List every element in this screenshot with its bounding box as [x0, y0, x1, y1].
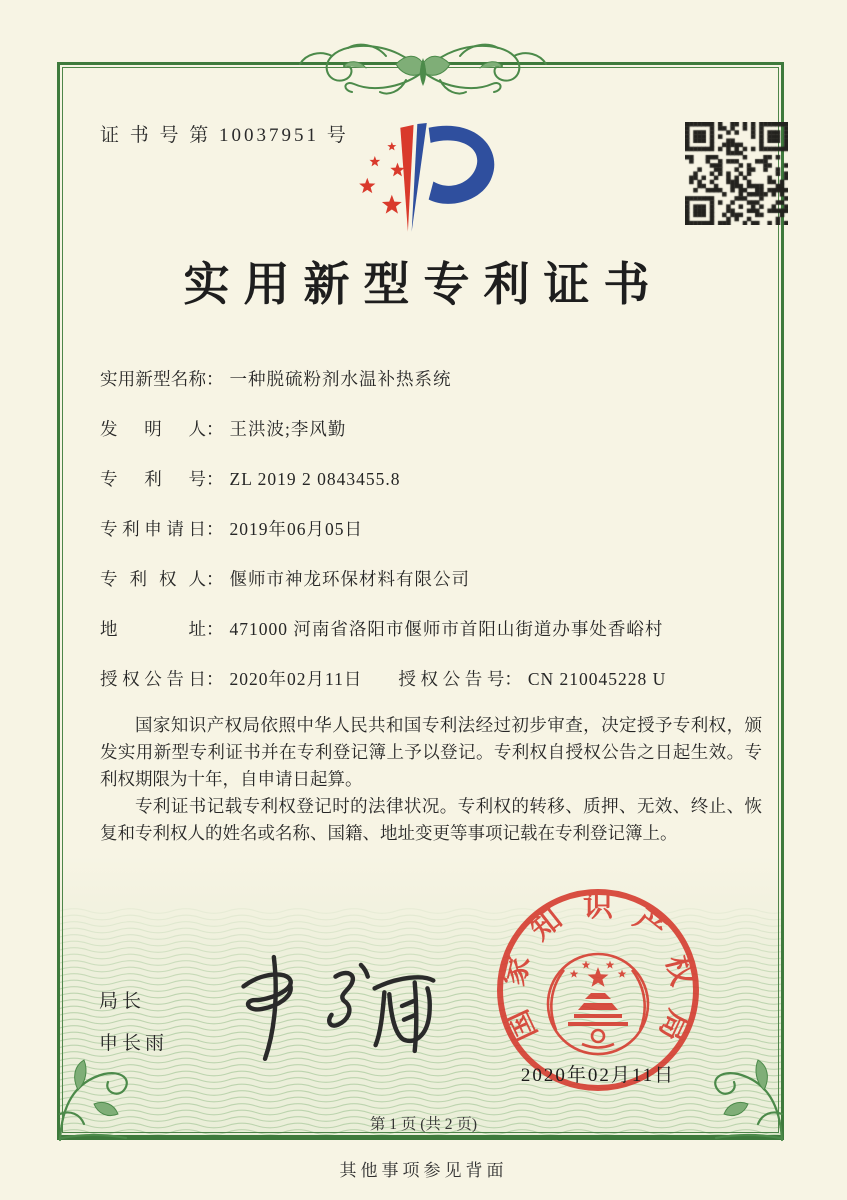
svg-text:家: 家 — [497, 952, 537, 990]
field-label: 授权公告号 — [398, 669, 505, 689]
field-inventors: 发明人： 王洪波;李风勤 — [100, 416, 770, 438]
field-label: 实用新型名称 — [100, 369, 206, 389]
signer-name: 申长雨 — [99, 1033, 169, 1054]
svg-text:产: 产 — [627, 902, 672, 947]
svg-text:国: 国 — [500, 1004, 544, 1046]
field-value: 王洪波;李风勤 — [229, 419, 347, 439]
field-value: CN 210045228 U — [527, 669, 667, 689]
qr-code — [685, 122, 788, 225]
signer-title: 局长 — [99, 991, 146, 1012]
field-grant-number: 授权公告号： CN 210045228 U — [398, 669, 666, 689]
svg-text:权: 权 — [659, 952, 699, 990]
svg-text:知: 知 — [524, 902, 569, 947]
field-label: 专利号 — [100, 469, 206, 489]
field-label: 地址 — [100, 619, 206, 639]
field-utility-model-name: 实用新型名称： 一种脱硫粉剂水温补热系统 — [100, 366, 770, 388]
legal-paragraph-1: 国家知识产权局依照中华人民共和国专利法经过初步审查，决定授予专利权，颁发实用新型专利证书并在专利登记簿上予以登记。专利权自授权公告之日起生效。专利权期限为十年，自申请日起算。 — [100, 715, 762, 789]
cnipa-logo-icon — [338, 110, 508, 238]
field-patent-number: 专利号： ZL 2019 2 0843455.8 — [100, 466, 770, 488]
field-list — [100, 366, 770, 716]
certificate-title: 实用新型专利证书 — [183, 259, 664, 310]
legal-text — [100, 712, 762, 847]
field-patentee: 专利权人： 偃师市神龙环保材料有限公司 — [100, 566, 770, 588]
field-grant-date-and-number: 授权公告日： 2020年02月11日 授权公告号： CN 210045228 U — [100, 666, 770, 688]
field-value: 2019年06月05日 — [229, 519, 363, 539]
commissioner-signature — [222, 946, 447, 1064]
field-value: 偃师市神龙环保材料有限公司 — [229, 569, 470, 589]
field-value: ZL 2019 2 0843455.8 — [229, 469, 401, 489]
field-label: 授权公告日 — [100, 669, 206, 689]
field-value: 471000 河南省洛阳市偃师市首阳山街道办事处香峪村 — [229, 619, 664, 639]
seal-date: 2020年02月11日 — [520, 1065, 676, 1086]
top-scroll-ornament-icon — [296, 30, 550, 102]
field-label: 专利申请日 — [100, 519, 206, 539]
field-address: 地址： 471000 河南省洛阳市偃师市首阳山街道办事处香峪村 — [100, 616, 770, 638]
certificate-number: 证 书 号 第 10037951 号 — [100, 125, 349, 146]
svg-text:识: 识 — [583, 890, 613, 923]
field-value: 2020年02月11日 — [229, 669, 363, 689]
field-value: 一种脱硫粉剂水温补热系统 — [229, 369, 452, 389]
legal-paragraph-2: 专利证书记载专利权登记时的法律状况。专利权的转移、质押、无效、终止、恢复和专利权人的姓名或名称、国籍、地址变更等事项记载在专利登记簿上。 — [100, 796, 762, 843]
svg-text:局: 局 — [652, 1004, 696, 1046]
field-filing-date: 专利申请日： 2019年06月05日 — [100, 516, 770, 538]
back-side-note: 其他事项参见背面 — [339, 1161, 508, 1180]
field-label: 专利权人 — [100, 569, 206, 589]
page-number: 第 1 页 (共 2 页) — [369, 1116, 478, 1133]
field-label: 发明人 — [100, 419, 206, 439]
